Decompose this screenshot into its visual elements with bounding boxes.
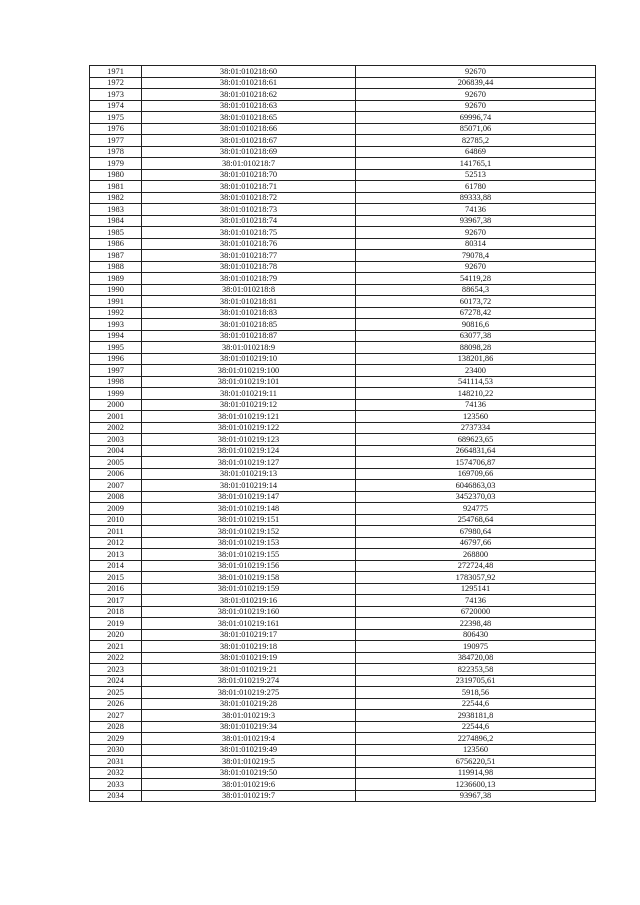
row-number-cell: 2017 — [90, 595, 142, 607]
table-row — [90, 376, 596, 388]
value-cell: 23400 — [356, 365, 596, 377]
row-number-cell: 2033 — [90, 779, 142, 791]
row-number-cell: 2026 — [90, 698, 142, 710]
cadastral-number-cell: 38:01:010219:148 — [142, 503, 356, 515]
cadastral-number-cell: 38:01:010218:70 — [142, 169, 356, 181]
value-cell: 67278,42 — [356, 307, 596, 319]
value-cell: 148210,22 — [356, 388, 596, 400]
row-number-cell: 2031 — [90, 756, 142, 768]
cadastral-number-cell: 38:01:010218:75 — [142, 227, 356, 239]
value-cell: 2938181,8 — [356, 710, 596, 722]
row-number-cell: 1982 — [90, 192, 142, 204]
cadastral-number-cell: 38:01:010219:121 — [142, 411, 356, 423]
row-number-cell: 1985 — [90, 227, 142, 239]
row-number-cell: 2027 — [90, 710, 142, 722]
cadastral-number-cell: 38:01:010219:49 — [142, 744, 356, 756]
cadastral-number-cell: 38:01:010219:153 — [142, 537, 356, 549]
table-row — [90, 468, 596, 480]
table-row — [90, 353, 596, 365]
row-number-cell: 1996 — [90, 353, 142, 365]
value-cell: 190975 — [356, 641, 596, 653]
cadastral-number-cell: 38:01:010218:63 — [142, 100, 356, 112]
row-number-cell: 2007 — [90, 480, 142, 492]
table-row — [90, 560, 596, 572]
value-cell: 2274896,2 — [356, 733, 596, 745]
table-row — [90, 422, 596, 434]
value-cell: 61780 — [356, 181, 596, 193]
cadastral-number-cell: 38:01:010219:14 — [142, 480, 356, 492]
value-cell: 93967,38 — [356, 790, 596, 802]
table-row — [90, 388, 596, 400]
value-cell: 22544,6 — [356, 721, 596, 733]
value-cell: 52513 — [356, 169, 596, 181]
value-cell: 92670 — [356, 227, 596, 239]
row-number-cell: 1981 — [90, 181, 142, 193]
row-number-cell: 2016 — [90, 583, 142, 595]
row-number-cell: 2023 — [90, 664, 142, 676]
cadastral-number-cell: 38:01:010219:127 — [142, 457, 356, 469]
cadastral-number-cell: 38:01:010218:60 — [142, 66, 356, 78]
cadastral-number-cell: 38:01:010218:81 — [142, 296, 356, 308]
table-row — [90, 491, 596, 503]
table-row — [90, 66, 596, 78]
value-cell: 74136 — [356, 204, 596, 216]
table-row — [90, 135, 596, 147]
table-row — [90, 664, 596, 676]
row-number-cell: 2008 — [90, 491, 142, 503]
table-row — [90, 779, 596, 791]
value-cell: 206839,44 — [356, 77, 596, 89]
cadastral-number-cell: 38:01:010219:28 — [142, 698, 356, 710]
value-cell: 119914,98 — [356, 767, 596, 779]
cadastral-number-cell: 38:01:010218:67 — [142, 135, 356, 147]
table-row — [90, 790, 596, 802]
value-cell: 88654,3 — [356, 284, 596, 296]
table-row — [90, 227, 596, 239]
row-number-cell: 1974 — [90, 100, 142, 112]
table-row — [90, 77, 596, 89]
row-number-cell: 2025 — [90, 687, 142, 699]
table-row — [90, 250, 596, 262]
row-number-cell: 1984 — [90, 215, 142, 227]
table-row — [90, 698, 596, 710]
value-cell: 138201,86 — [356, 353, 596, 365]
value-cell: 6756220,51 — [356, 756, 596, 768]
cadastral-number-cell: 38:01:010219:155 — [142, 549, 356, 561]
value-cell: 5918,56 — [356, 687, 596, 699]
value-cell: 93967,38 — [356, 215, 596, 227]
value-cell: 1295141 — [356, 583, 596, 595]
table-row — [90, 307, 596, 319]
table-row — [90, 123, 596, 135]
cadastral-number-cell: 38:01:010219:3 — [142, 710, 356, 722]
table-row — [90, 583, 596, 595]
cadastral-number-cell: 38:01:010219:123 — [142, 434, 356, 446]
cadastral-number-cell: 38:01:010218:71 — [142, 181, 356, 193]
cadastral-number-cell: 38:01:010218:83 — [142, 307, 356, 319]
cadastral-number-cell: 38:01:010218:73 — [142, 204, 356, 216]
table-row — [90, 629, 596, 641]
row-number-cell: 2019 — [90, 618, 142, 630]
cadastral-number-cell: 38:01:010218:66 — [142, 123, 356, 135]
table-row — [90, 365, 596, 377]
cadastral-number-cell: 38:01:010219:151 — [142, 514, 356, 526]
row-number-cell: 2005 — [90, 457, 142, 469]
table-row — [90, 330, 596, 342]
value-cell: 272724,48 — [356, 560, 596, 572]
value-cell: 46797,66 — [356, 537, 596, 549]
row-number-cell: 2034 — [90, 790, 142, 802]
cadastral-number-cell: 38:01:010218:79 — [142, 273, 356, 285]
value-cell: 74136 — [356, 595, 596, 607]
table-row — [90, 146, 596, 158]
table-body — [90, 66, 596, 802]
row-number-cell: 2010 — [90, 514, 142, 526]
cadastral-number-cell: 38:01:010218:9 — [142, 342, 356, 354]
row-number-cell: 2022 — [90, 652, 142, 664]
value-cell: 82785,2 — [356, 135, 596, 147]
value-cell: 63077,38 — [356, 330, 596, 342]
row-number-cell: 2032 — [90, 767, 142, 779]
cadastral-number-cell: 38:01:010219:17 — [142, 629, 356, 641]
value-cell: 123560 — [356, 744, 596, 756]
cadastral-number-cell: 38:01:010219:18 — [142, 641, 356, 653]
row-number-cell: 1979 — [90, 158, 142, 170]
value-cell: 92670 — [356, 261, 596, 273]
value-cell: 60173,72 — [356, 296, 596, 308]
row-number-cell: 2002 — [90, 422, 142, 434]
cadastral-number-cell: 38:01:010218:62 — [142, 89, 356, 101]
value-cell: 924775 — [356, 503, 596, 515]
cadastral-number-cell: 38:01:010218:74 — [142, 215, 356, 227]
table-row — [90, 721, 596, 733]
cadastral-number-cell: 38:01:010219:11 — [142, 388, 356, 400]
row-number-cell: 1972 — [90, 77, 142, 89]
table-row — [90, 158, 596, 170]
cadastral-number-cell: 38:01:010218:77 — [142, 250, 356, 262]
row-number-cell: 1998 — [90, 376, 142, 388]
table-row — [90, 537, 596, 549]
cadastral-number-cell: 38:01:010219:12 — [142, 399, 356, 411]
cadastral-number-cell: 38:01:010219:101 — [142, 376, 356, 388]
cadastral-number-cell: 38:01:010219:161 — [142, 618, 356, 630]
row-number-cell: 2000 — [90, 399, 142, 411]
row-number-cell: 1993 — [90, 319, 142, 331]
table-row — [90, 284, 596, 296]
cadastral-number-cell: 38:01:010219:160 — [142, 606, 356, 618]
row-number-cell: 2011 — [90, 526, 142, 538]
cadastral-number-cell: 38:01:010219:19 — [142, 652, 356, 664]
table-row — [90, 100, 596, 112]
value-cell: 541114,53 — [356, 376, 596, 388]
table-row — [90, 342, 596, 354]
table-row — [90, 687, 596, 699]
cadastral-number-cell: 38:01:010219:34 — [142, 721, 356, 733]
row-number-cell: 2006 — [90, 468, 142, 480]
row-number-cell: 1995 — [90, 342, 142, 354]
cadastral-number-cell: 38:01:010219:147 — [142, 491, 356, 503]
row-number-cell: 1987 — [90, 250, 142, 262]
table-row — [90, 319, 596, 331]
table-row — [90, 606, 596, 618]
value-cell: 2737334 — [356, 422, 596, 434]
table-row — [90, 549, 596, 561]
table-row — [90, 204, 596, 216]
row-number-cell: 1975 — [90, 112, 142, 124]
table-row — [90, 756, 596, 768]
row-number-cell: 2004 — [90, 445, 142, 457]
cadastral-number-cell: 38:01:010219:159 — [142, 583, 356, 595]
cadastral-number-cell: 38:01:010219:50 — [142, 767, 356, 779]
value-cell: 2664831,64 — [356, 445, 596, 457]
value-cell: 6720000 — [356, 606, 596, 618]
row-number-cell: 2021 — [90, 641, 142, 653]
cadastral-number-cell: 38:01:010219:100 — [142, 365, 356, 377]
row-number-cell: 1986 — [90, 238, 142, 250]
row-number-cell: 1991 — [90, 296, 142, 308]
row-number-cell: 1980 — [90, 169, 142, 181]
row-number-cell: 2029 — [90, 733, 142, 745]
value-cell: 6046863,03 — [356, 480, 596, 492]
row-number-cell: 1983 — [90, 204, 142, 216]
row-number-cell: 1994 — [90, 330, 142, 342]
row-number-cell: 1978 — [90, 146, 142, 158]
value-cell: 89333,88 — [356, 192, 596, 204]
row-number-cell: 2028 — [90, 721, 142, 733]
value-cell: 74136 — [356, 399, 596, 411]
table-row — [90, 618, 596, 630]
table-row — [90, 641, 596, 653]
row-number-cell: 1989 — [90, 273, 142, 285]
cadastral-number-cell: 38:01:010218:7 — [142, 158, 356, 170]
value-cell: 67980,64 — [356, 526, 596, 538]
row-number-cell: 2030 — [90, 744, 142, 756]
table-row — [90, 733, 596, 745]
table-row — [90, 514, 596, 526]
table-row — [90, 572, 596, 584]
table-row — [90, 480, 596, 492]
cadastral-number-cell: 38:01:010219:275 — [142, 687, 356, 699]
table-row — [90, 238, 596, 250]
value-cell: 79078,4 — [356, 250, 596, 262]
cadastral-number-cell: 38:01:010218:76 — [142, 238, 356, 250]
value-cell: 85071,06 — [356, 123, 596, 135]
row-number-cell: 1976 — [90, 123, 142, 135]
row-number-cell: 2009 — [90, 503, 142, 515]
value-cell: 80314 — [356, 238, 596, 250]
value-cell: 1783057,92 — [356, 572, 596, 584]
row-number-cell: 1990 — [90, 284, 142, 296]
table-row — [90, 296, 596, 308]
row-number-cell: 2014 — [90, 560, 142, 572]
cadastral-number-cell: 38:01:010218:69 — [142, 146, 356, 158]
cadastral-number-cell: 38:01:010219:21 — [142, 664, 356, 676]
value-cell: 384720,08 — [356, 652, 596, 664]
cadastral-number-cell: 38:01:010219:10 — [142, 353, 356, 365]
table-row — [90, 215, 596, 227]
cadastral-number-cell: 38:01:010219:158 — [142, 572, 356, 584]
row-number-cell: 2020 — [90, 629, 142, 641]
value-cell: 90816,6 — [356, 319, 596, 331]
value-cell: 2319705,61 — [356, 675, 596, 687]
value-cell: 92670 — [356, 89, 596, 101]
row-number-cell: 1973 — [90, 89, 142, 101]
row-number-cell: 2018 — [90, 606, 142, 618]
value-cell: 254768,64 — [356, 514, 596, 526]
value-cell: 3452370,03 — [356, 491, 596, 503]
table-row — [90, 112, 596, 124]
table-row — [90, 181, 596, 193]
table-row — [90, 89, 596, 101]
cadastral-value-table — [89, 65, 596, 802]
table-row — [90, 445, 596, 457]
table-row — [90, 652, 596, 664]
row-number-cell: 1977 — [90, 135, 142, 147]
cadastral-number-cell: 38:01:010219:152 — [142, 526, 356, 538]
value-cell: 268800 — [356, 549, 596, 561]
table-row — [90, 261, 596, 273]
row-number-cell: 2013 — [90, 549, 142, 561]
value-cell: 806430 — [356, 629, 596, 641]
row-number-cell: 2024 — [90, 675, 142, 687]
value-cell: 22398,48 — [356, 618, 596, 630]
cadastral-number-cell: 38:01:010219:6 — [142, 779, 356, 791]
table-row — [90, 169, 596, 181]
row-number-cell: 1971 — [90, 66, 142, 78]
row-number-cell: 1992 — [90, 307, 142, 319]
value-cell: 69996,74 — [356, 112, 596, 124]
table-row — [90, 273, 596, 285]
cadastral-number-cell: 38:01:010218:78 — [142, 261, 356, 273]
row-number-cell: 1988 — [90, 261, 142, 273]
table-row — [90, 411, 596, 423]
table-row — [90, 399, 596, 411]
cadastral-number-cell: 38:01:010218:87 — [142, 330, 356, 342]
cadastral-number-cell: 38:01:010219:124 — [142, 445, 356, 457]
row-number-cell: 2003 — [90, 434, 142, 446]
table-row — [90, 675, 596, 687]
value-cell: 141765,1 — [356, 158, 596, 170]
value-cell: 123560 — [356, 411, 596, 423]
row-number-cell: 1999 — [90, 388, 142, 400]
cadastral-number-cell: 38:01:010219:274 — [142, 675, 356, 687]
value-cell: 64869 — [356, 146, 596, 158]
cadastral-number-cell: 38:01:010218:72 — [142, 192, 356, 204]
cadastral-number-cell: 38:01:010219:7 — [142, 790, 356, 802]
cadastral-number-cell: 38:01:010218:8 — [142, 284, 356, 296]
value-cell: 1236600,13 — [356, 779, 596, 791]
value-cell: 54119,28 — [356, 273, 596, 285]
row-number-cell: 2001 — [90, 411, 142, 423]
value-cell: 689623,65 — [356, 434, 596, 446]
table-row — [90, 434, 596, 446]
value-cell: 822353,58 — [356, 664, 596, 676]
value-cell: 92670 — [356, 100, 596, 112]
value-cell: 22544,6 — [356, 698, 596, 710]
row-number-cell: 2015 — [90, 572, 142, 584]
cadastral-number-cell: 38:01:010218:85 — [142, 319, 356, 331]
value-cell: 92670 — [356, 66, 596, 78]
table-row — [90, 457, 596, 469]
cadastral-number-cell: 38:01:010219:156 — [142, 560, 356, 572]
cadastral-number-cell: 38:01:010219:122 — [142, 422, 356, 434]
value-cell: 169709,66 — [356, 468, 596, 480]
cadastral-number-cell: 38:01:010219:5 — [142, 756, 356, 768]
cadastral-number-cell: 38:01:010219:13 — [142, 468, 356, 480]
table-row — [90, 503, 596, 515]
value-cell: 88098,28 — [356, 342, 596, 354]
table-row — [90, 526, 596, 538]
cadastral-number-cell: 38:01:010219:16 — [142, 595, 356, 607]
cadastral-number-cell: 38:01:010218:65 — [142, 112, 356, 124]
table-row — [90, 744, 596, 756]
table-row — [90, 767, 596, 779]
row-number-cell: 2012 — [90, 537, 142, 549]
value-cell: 1574706,87 — [356, 457, 596, 469]
table-row — [90, 595, 596, 607]
cadastral-number-cell: 38:01:010219:4 — [142, 733, 356, 745]
cadastral-number-cell: 38:01:010218:61 — [142, 77, 356, 89]
table-row — [90, 710, 596, 722]
table-row — [90, 192, 596, 204]
row-number-cell: 1997 — [90, 365, 142, 377]
